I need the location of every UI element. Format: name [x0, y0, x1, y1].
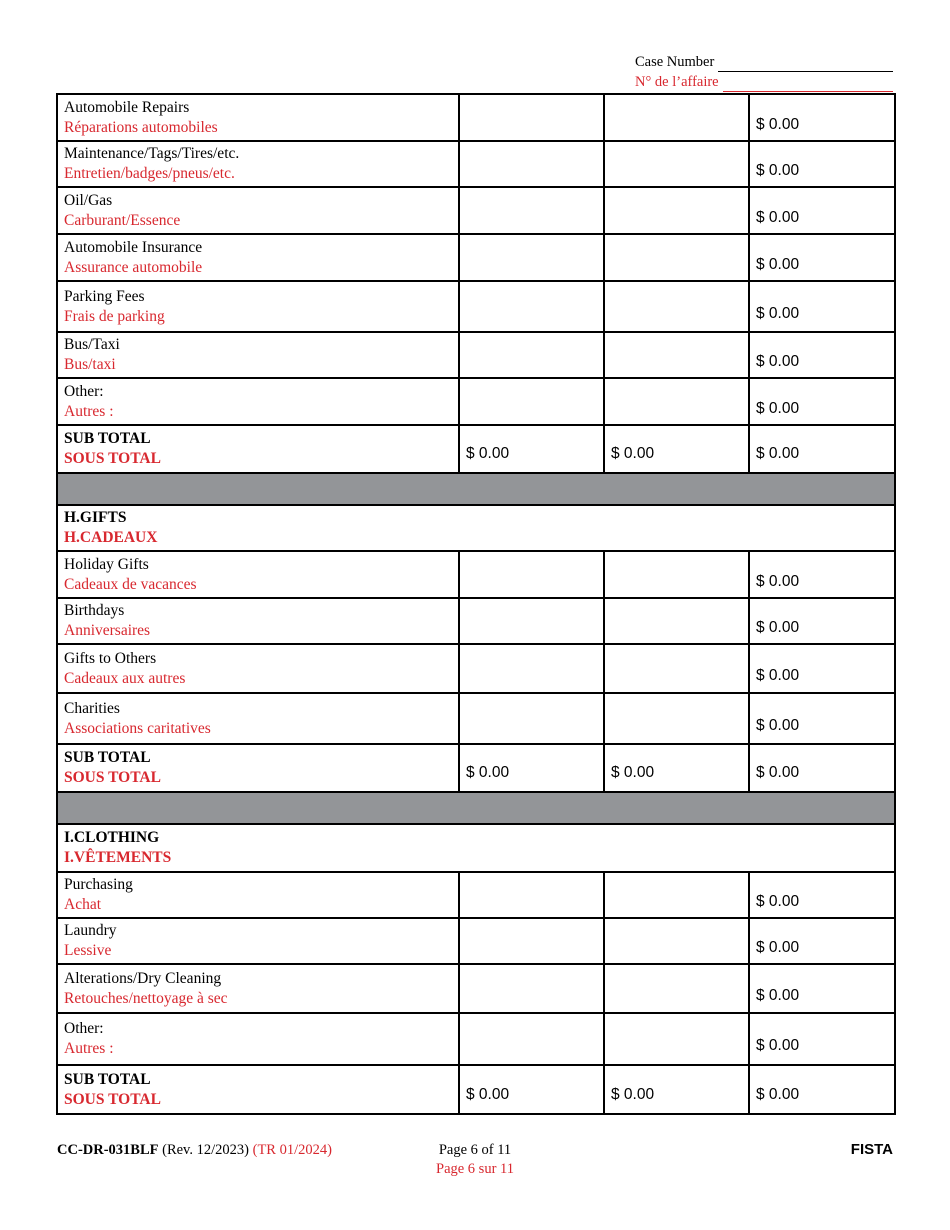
label-en: Automobile Insurance — [64, 238, 203, 256]
label-fr: SOUS TOTAL — [64, 769, 161, 786]
amount-cell[interactable] — [604, 378, 749, 425]
amount-cell[interactable] — [604, 234, 749, 281]
form-translation-revision: (TR 01/2024) — [252, 1142, 332, 1158]
amount-cell[interactable] — [459, 378, 604, 425]
form-id: CC-DR-031BLF — [57, 1142, 159, 1158]
divider-cell — [57, 473, 895, 505]
subtotal-row — [57, 1065, 895, 1114]
amount-cell[interactable]: $ 0.00 — [459, 425, 604, 473]
amount-cell[interactable] — [604, 332, 749, 378]
table-row — [57, 1013, 895, 1065]
subtotal-label — [57, 425, 459, 473]
section-header-row — [57, 824, 895, 872]
page-number — [0, 1141, 950, 1179]
amount-cell[interactable] — [459, 918, 604, 964]
amount-total-cell[interactable]: $ 0.00 — [749, 872, 895, 918]
label-fr: Autres : — [64, 402, 114, 420]
amount-total-cell[interactable]: $ 0.00 — [749, 1013, 895, 1065]
label-fr: Autres : — [64, 1040, 114, 1057]
brand-label: FISTA — [850, 1141, 893, 1158]
amount-total-cell[interactable]: $ 0.00 — [749, 187, 895, 234]
subtotal-label — [57, 1065, 459, 1114]
label-en: SUB TOTAL — [64, 1070, 151, 1088]
section-header — [57, 824, 895, 872]
label-fr: Cadeaux aux autres — [64, 669, 186, 687]
item-label — [57, 693, 459, 744]
amount-cell[interactable] — [459, 234, 604, 281]
amount-cell[interactable] — [604, 141, 749, 187]
label-fr: Carburant/Essence — [64, 211, 181, 229]
item-label — [57, 234, 459, 281]
amount-total-cell[interactable]: $ 0.00 — [749, 141, 895, 187]
amount-total-cell[interactable]: $ 0.00 — [749, 918, 895, 964]
table-row — [57, 332, 895, 378]
amount-total-cell[interactable]: $ 0.00 — [749, 94, 895, 141]
label-fr: Frais de parking — [64, 307, 165, 325]
item-label — [57, 1013, 459, 1065]
label-fr: Assurance automobile — [64, 258, 203, 276]
table-row — [57, 598, 895, 644]
item-label — [57, 872, 459, 918]
amount-cell[interactable]: $ 0.00 — [604, 1065, 749, 1114]
amount-cell[interactable] — [604, 551, 749, 598]
label-en: Bus/Taxi — [64, 336, 120, 353]
amount-cell[interactable]: $ 0.00 — [604, 425, 749, 473]
amount-total-cell[interactable]: $ 0.00 — [749, 332, 895, 378]
expense-table — [56, 93, 896, 1115]
section-divider — [57, 473, 895, 505]
table-row — [57, 693, 895, 744]
section-title-fr: H.CADEAUX — [64, 529, 158, 546]
amount-cell[interactable] — [604, 1013, 749, 1065]
amount-cell[interactable] — [459, 281, 604, 332]
amount-cell[interactable]: $ 0.00 — [604, 744, 749, 792]
item-label — [57, 332, 459, 378]
label-en: Purchasing — [64, 876, 133, 893]
item-label — [57, 141, 459, 187]
label-fr: Entretien/badges/pneus/etc. — [64, 165, 235, 182]
amount-cell[interactable] — [604, 918, 749, 964]
table-row — [57, 918, 895, 964]
label-fr: Réparations automobiles — [64, 118, 218, 136]
table-row — [57, 378, 895, 425]
item-label — [57, 94, 459, 141]
subtotal-label — [57, 744, 459, 792]
amount-cell[interactable] — [604, 281, 749, 332]
table-row — [57, 964, 895, 1013]
item-label — [57, 378, 459, 425]
page-number-en: Page 6 of 11 — [438, 1142, 512, 1158]
amount-total-cell[interactable]: $ 0.00 — [749, 964, 895, 1013]
label-en: Laundry — [64, 922, 117, 939]
amount-total-cell[interactable]: $ 0.00 — [749, 234, 895, 281]
amount-cell[interactable] — [604, 964, 749, 1013]
amount-cell[interactable] — [459, 693, 604, 744]
section-title: H.GIFTS — [64, 509, 127, 526]
divider-cell — [57, 792, 895, 824]
amount-cell[interactable] — [459, 872, 604, 918]
label-en: Parking Fees — [64, 287, 145, 305]
label-fr: SOUS TOTAL — [64, 450, 161, 467]
amount-cell[interactable] — [459, 332, 604, 378]
label-en: Birthdays — [64, 602, 125, 619]
label-en: SUB TOTAL — [64, 430, 151, 447]
amount-total-cell[interactable]: $ 0.00 — [749, 281, 895, 332]
amount-cell[interactable] — [604, 644, 749, 693]
amount-total-cell[interactable]: $ 0.00 — [749, 378, 895, 425]
label-fr: Retouches/nettoyage à sec — [64, 989, 228, 1007]
amount-cell[interactable] — [459, 187, 604, 234]
label-en: Automobile Repairs — [64, 98, 190, 116]
amount-total-cell[interactable]: $ 0.00 — [749, 425, 895, 473]
amount-total-cell[interactable]: $ 0.00 — [749, 598, 895, 644]
amount-total-cell[interactable]: $ 0.00 — [749, 551, 895, 598]
label-en: Charities — [64, 699, 120, 717]
item-label — [57, 644, 459, 693]
amount-cell[interactable]: $ 0.00 — [459, 1065, 604, 1114]
label-en: Gifts to Others — [64, 649, 157, 667]
amount-cell[interactable] — [604, 187, 749, 234]
label-en: Other: — [64, 382, 104, 400]
amount-cell[interactable] — [459, 1013, 604, 1065]
page-number-fr: Page 6 sur 11 — [436, 1161, 514, 1177]
item-label — [57, 598, 459, 644]
subtotal-row — [57, 425, 895, 473]
item-label — [57, 281, 459, 332]
amount-cell[interactable] — [459, 551, 604, 598]
case-number-label: Case Number — [635, 54, 715, 70]
table-row — [57, 187, 895, 234]
label-fr: Achat — [64, 896, 102, 913]
amount-cell[interactable] — [459, 94, 604, 141]
item-label — [57, 918, 459, 964]
case-number-block — [635, 52, 893, 92]
case-number-field[interactable] — [718, 57, 893, 72]
label-fr: Associations caritatives — [64, 719, 211, 737]
case-number-field-fr[interactable] — [723, 77, 893, 92]
item-label — [57, 187, 459, 234]
table-row — [57, 141, 895, 187]
amount-cell[interactable] — [459, 964, 604, 1013]
section-header-row — [57, 505, 895, 551]
amount-cell[interactable] — [604, 693, 749, 744]
label-fr: SOUS TOTAL — [64, 1090, 161, 1108]
label-en: SUB TOTAL — [64, 749, 151, 766]
table-row — [57, 551, 895, 598]
label-fr: Cadeaux de vacances — [64, 575, 197, 593]
amount-total-cell[interactable]: $ 0.00 — [749, 744, 895, 792]
label-en: Alterations/Dry Cleaning — [64, 969, 222, 987]
case-number-label-fr: N° de l’affaire — [635, 74, 719, 90]
section-divider — [57, 792, 895, 824]
amount-total-cell[interactable]: $ 0.00 — [749, 693, 895, 744]
table-row — [57, 281, 895, 332]
amount-cell[interactable] — [459, 644, 604, 693]
amount-cell[interactable]: $ 0.00 — [459, 744, 604, 792]
item-label — [57, 964, 459, 1013]
label-en: Oil/Gas — [64, 191, 113, 209]
amount-cell[interactable] — [459, 598, 604, 644]
label-fr: Bus/taxi — [64, 356, 116, 373]
table-row — [57, 872, 895, 918]
item-label — [57, 551, 459, 598]
amount-cell[interactable] — [459, 141, 604, 187]
amount-total-cell[interactable]: $ 0.00 — [749, 644, 895, 693]
section-title-fr: I.VÊTEMENTS — [64, 849, 172, 866]
label-en: Other: — [64, 1020, 104, 1037]
label-fr: Anniversaires — [64, 622, 151, 639]
table-row — [57, 94, 895, 141]
label-fr: Lessive — [64, 942, 112, 959]
amount-total-cell[interactable]: $ 0.00 — [749, 1065, 895, 1114]
label-en: Holiday Gifts — [64, 555, 149, 573]
amount-cell[interactable] — [604, 598, 749, 644]
subtotal-row — [57, 744, 895, 792]
amount-cell[interactable] — [604, 872, 749, 918]
section-title: I.CLOTHING — [64, 829, 160, 846]
label-en: Maintenance/Tags/Tires/etc. — [64, 145, 240, 162]
amount-cell[interactable] — [604, 94, 749, 141]
table-row — [57, 644, 895, 693]
section-header — [57, 505, 895, 551]
form-revision: (Rev. 12/2023) — [162, 1142, 249, 1158]
table-row — [57, 234, 895, 281]
